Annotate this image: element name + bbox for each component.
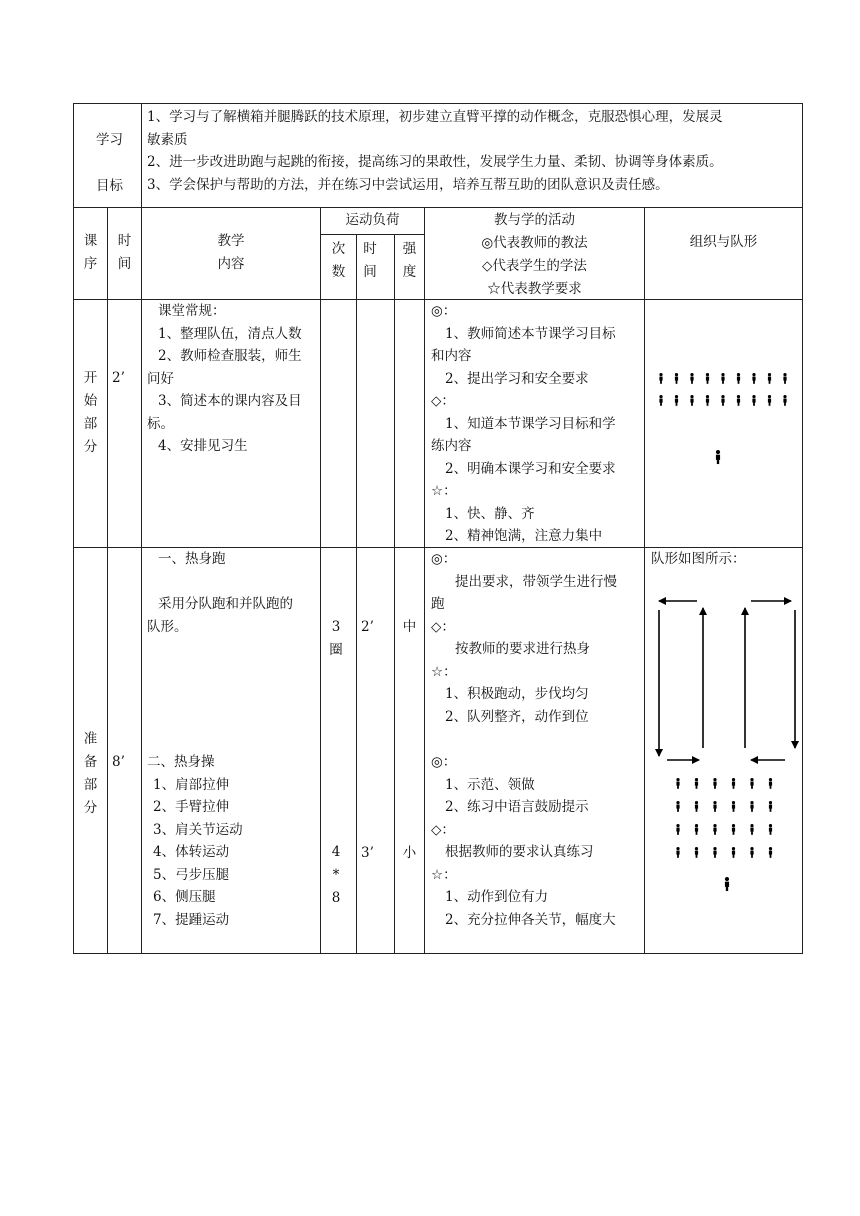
person-icon (750, 801, 753, 812)
prep-section-name: 准 备 部 分 (83, 731, 98, 816)
prep-formation-diagram (645, 548, 802, 953)
person-icon (721, 395, 724, 406)
header-organization: 组织与队形 (689, 234, 758, 250)
person-icon (676, 778, 679, 789)
person-icon (769, 801, 772, 812)
person-icon (690, 373, 693, 384)
warmup-exercise-content: 二、热身操 1、肩部拉伸 2、手臂拉伸 3、肩关节运动 4、体转运动 5、弓步压腿 6、侧压腿 7、提踵运动 (147, 754, 243, 928)
teacher-icon (716, 450, 720, 464)
person-icon (676, 801, 679, 812)
person-icon (732, 778, 735, 789)
warmup-exercise-activity: ◎： 1、示范、领做 2、练习中语言鼓励提示 ◇： 根据教师的要求认真练习 ☆： 1、动作到位有力 2、充分拉伸各关节，幅度大 (431, 754, 616, 928)
header-time: 时 间 (117, 233, 132, 272)
person-icon (659, 373, 662, 384)
warmup-run-content: 一、热身跑 采用分队跑和并队跑的 队形。 (147, 551, 293, 635)
start-section-content: 课堂常规： 1、整理队伍，清点人数 2、教师检查服装，师生 问好 3、简述本的课内容及目 标。 4、安排见习生 (147, 303, 302, 454)
teacher-icon (725, 877, 729, 891)
header-duration: 时 间 (363, 241, 377, 280)
person-icon (732, 847, 735, 858)
objectives-text: 1、学习与了解横箱并腿腾跃的技术原理，初步建立直臂平撑的动作概念，克服恐惧心理，发展灵 敏素质 2、进一步改进助跑与起跳的衔接，提高练习的果敢性，发展学生力量、柔韧、协调等身体素质。 3、学会保护与帮助的方法，并在练习中尝试运用，培养互帮互助的团队意识及责任感。 (147, 109, 723, 193)
person-icon (690, 395, 693, 406)
warmup-run-count: 3 圈 (329, 619, 343, 658)
person-icon (695, 824, 698, 835)
person-icon (752, 373, 755, 384)
person-icon (713, 801, 716, 812)
person-icon (732, 824, 735, 835)
prep-section-time: 8’ (112, 754, 125, 770)
person-icon (750, 824, 753, 835)
warmup-run-activity: ◎： 提出要求，带领学生进行慢 跑 ◇： 按教师的要求进行热身 ☆： 1、积极跑动，步伐均匀 2、队列整齐，动作到位 (431, 551, 617, 725)
person-icon (769, 778, 772, 789)
person-icon (713, 778, 716, 789)
header-activity: 教与学的活动 ◎代表教师的教法 ◇代表学生的学法 ☆代表教学要求 (481, 212, 588, 297)
person-icon (732, 801, 735, 812)
person-icon (695, 847, 698, 858)
person-icon (706, 373, 709, 384)
objectives-label-top: 学习 (96, 132, 123, 148)
header-content: 教学 内容 (217, 233, 245, 272)
person-icon (783, 395, 786, 406)
person-icon (675, 373, 678, 384)
person-icon (737, 395, 740, 406)
person-icon (769, 824, 772, 835)
person-icon (783, 373, 786, 384)
person-icon (750, 778, 753, 789)
start-section-time: 2’ (112, 370, 125, 386)
header-intensity: 强 度 (402, 241, 417, 280)
warmup-exercise-count: 4 * 8 (331, 844, 341, 906)
person-icon (721, 373, 724, 384)
warmup-run-intensity: 中 (402, 619, 417, 635)
person-icon (695, 801, 698, 812)
header-load: 运动负荷 (345, 212, 400, 228)
person-icon (768, 395, 771, 406)
start-section-activity: ◎： 1、教师简述本节课学习目标 和内容 2、提出学习和安全要求 ◇： 1、知道本节课学习目标和学 练内容 2、明确本课学习和安全要求 ☆： 1、快、静、齐 2、精神饱满，注意力集中 (431, 303, 616, 544)
person-icon (737, 373, 740, 384)
person-icon (675, 395, 678, 406)
warmup-run-duration: 2’ (361, 619, 374, 635)
person-icon (713, 824, 716, 835)
person-icon (750, 847, 753, 858)
warmup-exercise-duration: 3’ (361, 845, 374, 861)
person-icon (713, 847, 716, 858)
start-formation-diagram (645, 300, 802, 547)
warmup-exercise-intensity: 小 (402, 845, 417, 861)
person-icon (676, 824, 679, 835)
header-count: 次 数 (331, 241, 346, 280)
person-icon (676, 847, 679, 858)
header-section: 课 序 (83, 233, 98, 272)
person-icon (706, 395, 709, 406)
person-icon (752, 395, 755, 406)
formation-label: 队形如图所示： (651, 551, 746, 567)
person-icon (769, 847, 772, 858)
start-section-name: 开 始 部 分 (83, 370, 98, 455)
person-icon (659, 395, 662, 406)
objectives-label-bottom: 目标 (96, 178, 123, 194)
person-icon (768, 373, 771, 384)
person-icon (695, 778, 698, 789)
